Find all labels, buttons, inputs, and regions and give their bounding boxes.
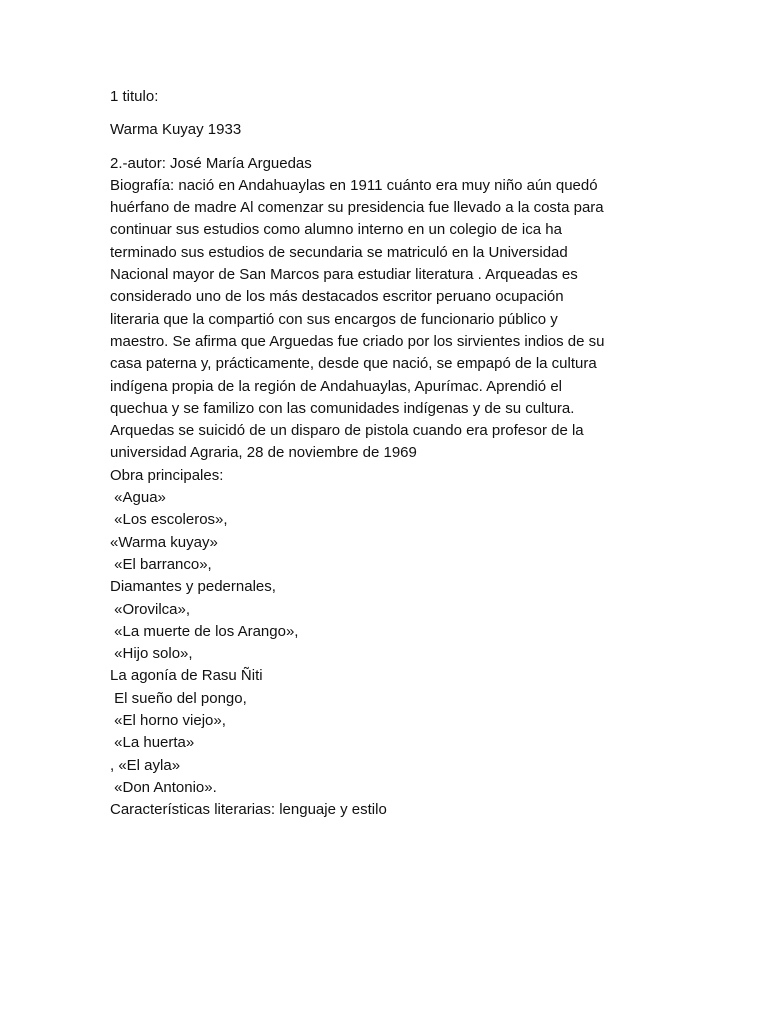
work-item: «Los escoleros», <box>110 511 228 529</box>
book-title: Warma Kuyay 1933 <box>110 121 242 139</box>
biography-line: continuar sus estudios como alumno interno en un colegio de ica ha <box>110 221 562 239</box>
document-body <box>110 86 660 822</box>
work-item: «Hijo solo», <box>110 645 193 663</box>
literary-characteristics-line: Características literarias: lenguaje y estilo <box>110 801 387 819</box>
biography-line: universidad Agraria, 28 de noviembre de 1969 <box>110 444 417 462</box>
work-item: «Don Antonio». <box>110 778 217 796</box>
work-item: «Agua» <box>110 489 166 507</box>
work-item: Diamantes y pedernales, <box>110 578 276 596</box>
biography-line: quechua y se familizo con las comunidades indígenas y de su cultura. <box>110 399 575 417</box>
work-item: «Orovilca», <box>110 600 191 618</box>
biography-line: considerado uno de los más destacados escritor peruano ocupación <box>110 288 564 306</box>
work-item: La agonía de Rasu Ñiti <box>110 667 263 685</box>
section-title: 1 titulo: <box>110 88 159 105</box>
work-item: «Warma kuyay» <box>110 533 218 551</box>
author-line: 2.-autor: José María Arguedas <box>110 154 312 172</box>
works-list <box>110 487 660 821</box>
work-item: «El barranco», <box>110 555 212 573</box>
work-item: , «El ayla» <box>110 756 181 774</box>
biography-line: Arquedas se suicidó de un disparo de pistola cuando era profesor de la <box>110 422 584 440</box>
work-item: «La huerta» <box>110 734 195 752</box>
biography-line: huérfano de madre Al comenzar su presidencia fue llevado a la costa para <box>110 199 604 217</box>
work-item: «El horno viejo», <box>110 712 226 730</box>
biography-line: casa paterna y, prácticamente, desde que nació, se empapó de la cultura <box>110 355 597 373</box>
biography-line: Biografía: nació en Andahuaylas en 1911 cuánto era muy niño aún quedó <box>110 176 598 194</box>
biography-line: Nacional mayor de San Marcos para estudiar literatura . Arqueadas es <box>110 266 578 284</box>
biography-line: indígena propia de la región de Andahuaylas, Apurímac. Aprendió el <box>110 377 562 395</box>
biography-line: literaria que la compartió con sus encargos de funcionario público y <box>110 310 558 328</box>
biography-line: terminado sus estudios de secundaria se matriculó en la Universidad <box>110 243 568 261</box>
work-item: El sueño del pongo, <box>110 689 247 707</box>
works-heading: Obra principales: <box>110 466 224 484</box>
biography-paragraph <box>110 175 660 465</box>
biography-line: maestro. Se afirma que Arguedas fue criado por los sirvientes indios de su <box>110 332 605 350</box>
work-item: «La muerte de los Arango», <box>110 622 299 640</box>
